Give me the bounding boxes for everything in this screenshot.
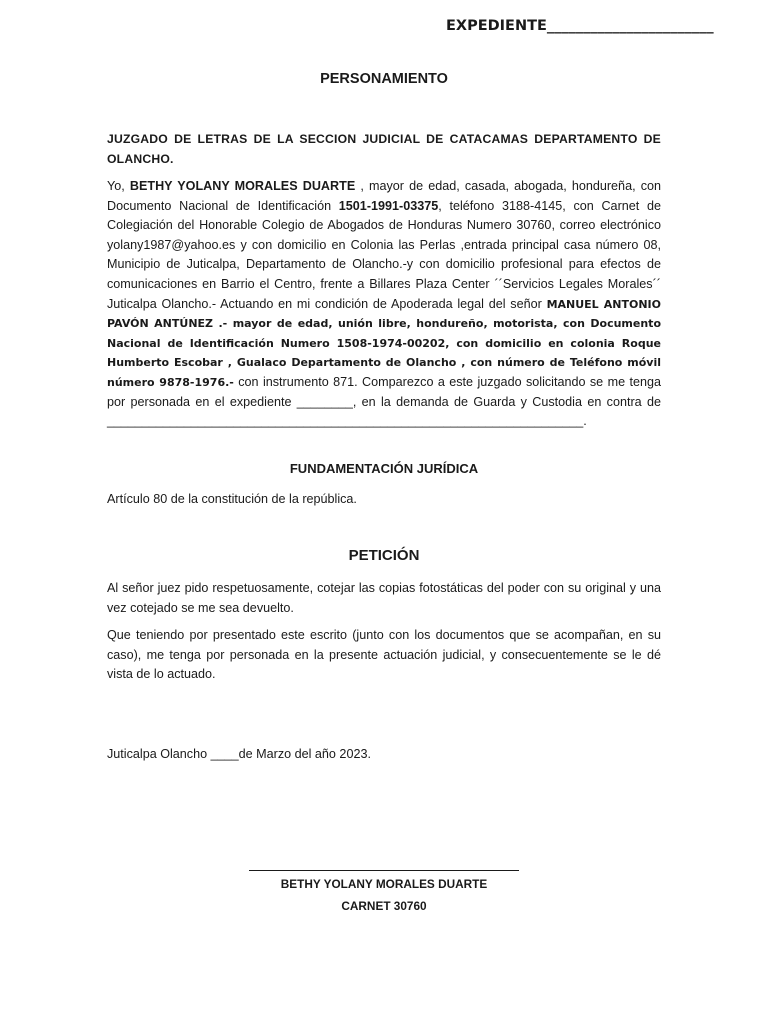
peticion-paragraph-1: Al señor juez pido respetuosamente, cotejar las copias fotostáticas del poder con su original y una vez cotejado se me sea devuelto. [107,581,661,615]
intro-yo: Yo, [107,179,125,193]
signature-line [249,870,519,871]
fundamentacion-text: Artículo 80 de la constitución de la república. [107,492,357,506]
fundamentacion-heading: FUNDAMENTACIÓN JURÍDICA [289,461,479,476]
attorney-name: BETHY YOLANY MORALES DUARTE [129,179,356,193]
peticion-paragraph-2: Que teniendo por presentado este escrito (junto con los documentos que se acompañan, en su caso), me tenga por personada en la presente actuación judicial, y consecuentemente se le dé vista de lo actuado. [107,628,661,682]
peticion-heading: PETICIÓN [348,547,420,564]
signature-name: BETHY YOLANY MORALES DUARTE [280,877,488,891]
intro-text-1: , mayor de edad, casada, abogada, hondureña, con Documento Nacional de Identificación [107,179,662,213]
attorney-dni: 1501-1991-03375 [338,198,439,213]
intro-text-3: con instrumento 871. Comparezco a este juzgado solicitando se me tenga por personada en el expediente ________, en la demanda de Guarda y Custodia en contra de ____________________________________________________________________. [107,374,661,429]
date-line: Juticalpa Olancho ____de Marzo del año 2023. [107,747,371,761]
client-details: MANUEL ANTONIO PAVÓN ANTÚNEZ .- mayor de edad, unión libre, hondureño, motorista, con Documento Nacional de Identificación Numero 1508-1974-00202, con domicilio en colonia Roque Humberto Escobar , Gualaco Departamento de Olancho , con número de Teléfono móvil número 9878-1976.- [107,297,661,389]
intro-text-2: , teléfono 3188-4145, con Carnet de Colegiación del Honorable Colegio de Abogados de Honduras Numero 30760, correo electrónico yolany1987@yahoo.es y con domicilio en Colonia las Perlas ,entrada principal casa número 08, Municipio de Juticalpa, Departamento de Olancho.-y con domicilio profesional para efectos de comunicaciones en Barrio el Centro, frente a Billares Plaza Center ´´Servicios Legales Morales´´ Juticalpa Olancho.- Actuando en mi condición de Apoderada legal del señor [107,198,661,311]
document-title: PERSONAMIENTO [320,71,448,87]
expediente-header: EXPEDIENTE_______________________ [446,18,714,34]
court-address: JUZGADO DE LETRAS DE LA SECCION JUDICIAL DE CATACAMAS DEPARTAMENTO DE OLANCHO. [107,132,661,166]
intro-paragraph [107,177,661,432]
signature-carnet: CARNET 30760 [341,899,427,913]
